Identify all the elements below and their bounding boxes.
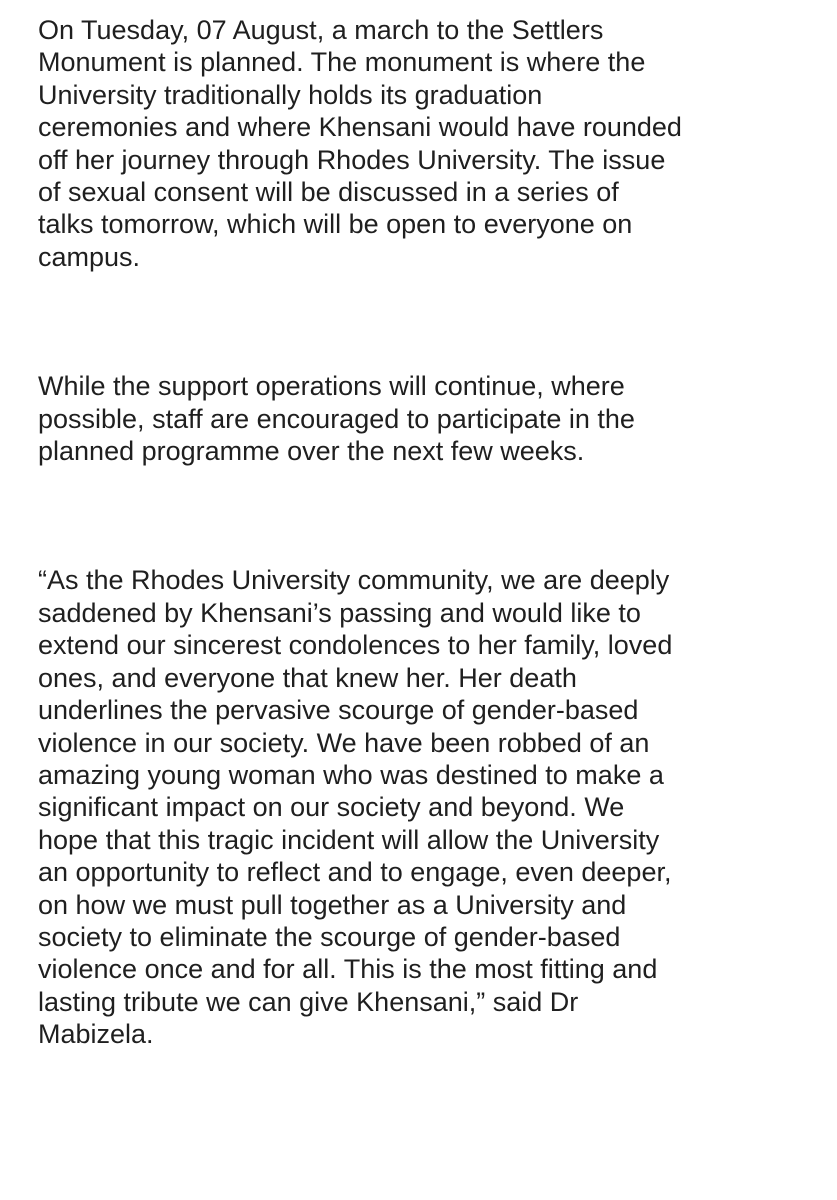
text-line: an opportunity to reflect and to engage, even deeper, (38, 857, 672, 888)
text-line: talks tomorrow, which will be open to everyone on (38, 209, 633, 240)
text-line: on how we must pull together as a University and (38, 889, 627, 920)
text-line: lasting tribute we can give Khensani,” said Dr (38, 986, 579, 1017)
text-line: While the support operations will continue, where (38, 371, 625, 402)
text-line: campus. (38, 241, 141, 272)
text-line: ceremonies and where Khensani would have rounded (38, 112, 682, 143)
paragraph-condolence-quote (38, 564, 807, 1050)
text-line: ones, and everyone that knew her. Her death (38, 662, 577, 693)
text-line: Mabizela. (38, 1019, 154, 1050)
paragraph-support-operations (38, 370, 807, 467)
text-line: On Tuesday, 07 August, a march to the Settlers (38, 15, 604, 45)
text-line: off her journey through Rhodes University. The issue (38, 144, 666, 175)
text-line: violence in our society. We have been robbed of an (38, 727, 650, 758)
text-line: possible, staff are encouraged to participate in the (38, 403, 635, 434)
paragraph-spacer (38, 273, 807, 370)
text-line: saddened by Khensani’s passing and would like to (38, 597, 641, 628)
text-line: amazing young woman who was destined to make a (38, 759, 664, 790)
text-line: violence once and for all. This is the most fitting and (38, 954, 658, 985)
text-line: “As the Rhodes University community, we are deeply (38, 565, 670, 596)
text-line: of sexual consent will be discussed in a series of (38, 177, 619, 208)
paragraph-march-announcement (38, 14, 807, 273)
text-line: extend our sincerest condolences to her family, loved (38, 630, 673, 661)
text-line: hope that this tragic incident will allow the University (38, 824, 660, 855)
text-line: underlines the pervasive scourge of gender-based (38, 695, 639, 726)
text-line: society to eliminate the scourge of gender-based (38, 921, 621, 952)
text-line: planned programme over the next few weeks. (38, 436, 585, 467)
paragraph-spacer (38, 467, 807, 564)
text-line: significant impact on our society and beyond. We (38, 792, 625, 823)
text-line: Monument is planned. The monument is where the (38, 47, 646, 78)
text-line: University traditionally holds its graduation (38, 79, 543, 110)
